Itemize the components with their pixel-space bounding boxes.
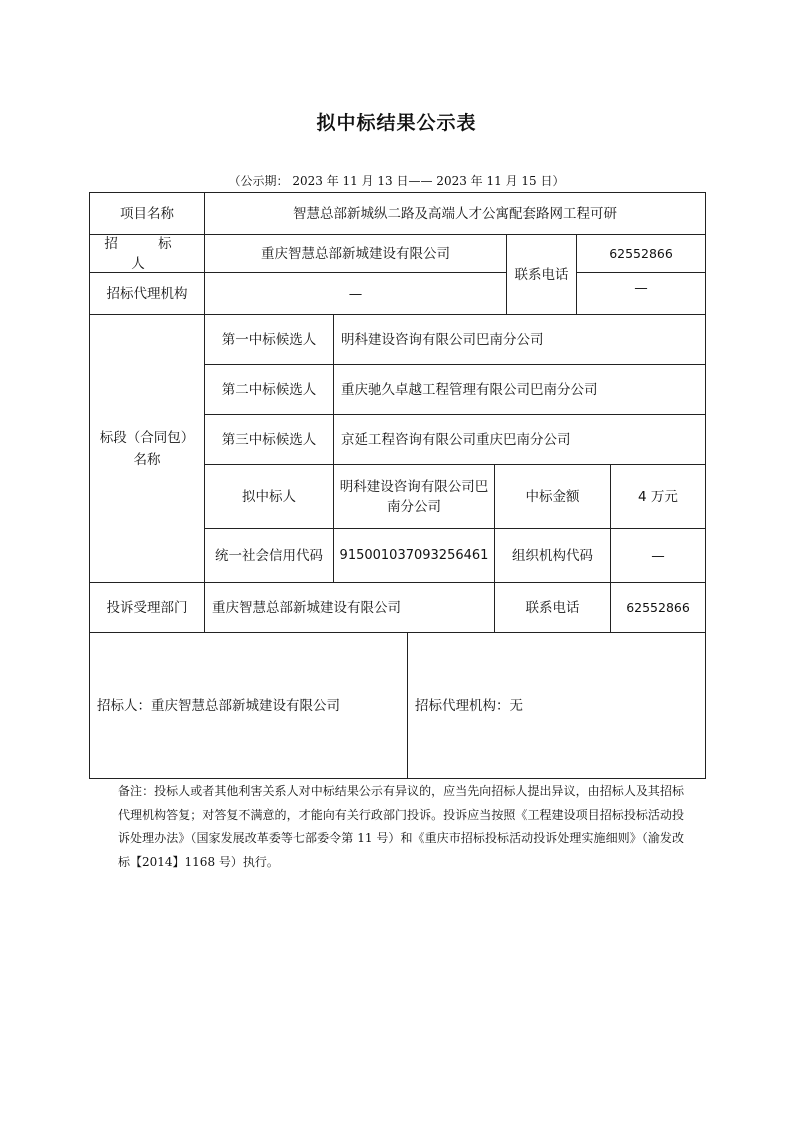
org-code-label: 组织机构代码 [512,547,593,564]
credit-code-value: 915001037093256461 [339,547,489,563]
winner-value: 明科建设咨询有限公司巴南分公司 [339,478,489,515]
project-name-value: 智慧总部新城纵二路及高端人才公寓配套路网工程可研 [293,205,617,222]
tenderer-label: 招 标 人 [104,235,190,272]
candidate-3-value: 京延工程咨询有限公司重庆巴南分公司 [341,431,571,448]
complaint-phone-label: 联系电话 [525,599,580,616]
candidate-1-label: 第一中标候选人 [221,331,317,348]
agency-value: — [348,285,363,302]
table-border-right [705,192,706,779]
candidate-2-value: 重庆驰久卓越工程管理有限公司巴南分公司 [341,381,598,398]
complaint-dept-label: 投诉受理部门 [106,599,188,616]
page-title: 拟中标结果公示表 [316,112,477,134]
table-border-bottom [89,778,706,779]
candidate-2-label: 第二中标候选人 [221,381,317,398]
sign-tenderer: 招标人：重庆智慧总部新城建设有限公司 [97,697,340,714]
tenderer-value: 重庆智慧总部新城建设有限公司 [261,245,450,262]
publicity-period: （公示期： 2023 年 11 月 13 日—— 2023 年 11 月 15 日） [228,174,565,188]
candidate-3-label: 第三中标候选人 [221,431,317,448]
agency-label: 招标代理机构 [106,285,188,302]
contact-phone-value: 62552866 [609,245,673,261]
section-label: 标段（合同包）名称 [99,429,195,468]
credit-code-label: 统一社会信用代码 [215,547,323,564]
complaint-phone-value: 62552866 [626,599,690,615]
agency-phone-value: — [634,280,648,296]
complaint-dept-value: 重庆智慧总部新城建设有限公司 [212,599,401,616]
remarks-note: 备注：投标人或者其他利害关系人对中标结果公示有异议的，应当先向招标人提出异议，由招标人及其招标代理机构答复；对答复不满意的，才能向有关行政部门投诉。投诉应当按照《工程建设项目招标投标活动投诉处理办法》（国家发展改革委等七部委令第 11 号）和《重庆市招标投标活动投诉处理实施细则》（渝发改标【2014】1168 号）执行。 [118,784,684,869]
project-name-label: 项目名称 [120,205,174,222]
sign-agency: 招标代理机构：无 [415,697,523,714]
amount-value: 4 万元 [638,488,678,505]
amount-label: 中标金额 [525,488,580,505]
candidate-1-value: 明科建设咨询有限公司巴南分公司 [341,331,544,348]
org-code-value: — [651,547,665,564]
winner-label: 拟中标人 [242,488,296,505]
contact-phone-label: 联系电话 [514,266,569,283]
